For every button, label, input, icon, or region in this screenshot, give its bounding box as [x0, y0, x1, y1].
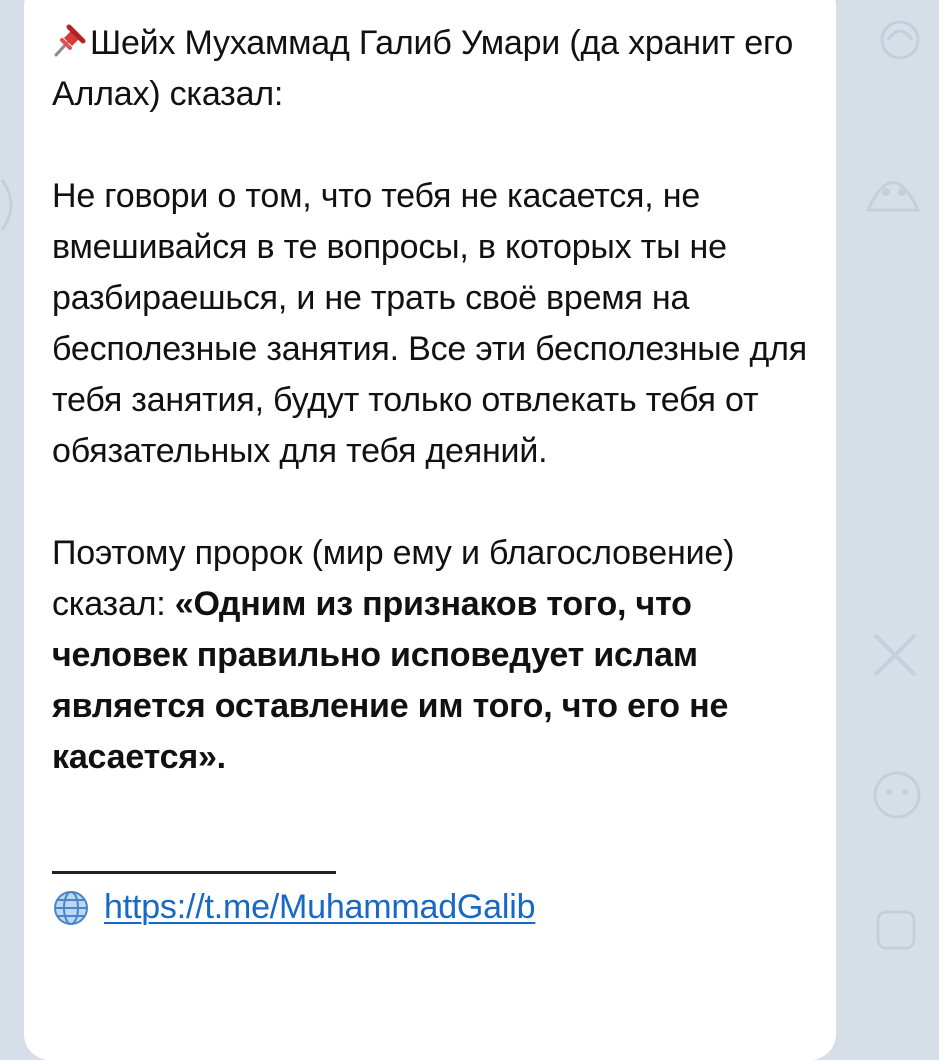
message-text [52, 18, 808, 933]
telegram-channel-link[interactable]: https://t.me/MuhammadGalib [104, 888, 536, 926]
doodle-pattern [866, 900, 926, 960]
message-paragraph-2 [52, 528, 808, 783]
link-row [52, 882, 808, 933]
message-bubble [24, 0, 836, 1060]
doodle-pattern [860, 620, 930, 690]
doodle-pattern [870, 10, 930, 70]
doodle-pattern [0, 170, 22, 240]
doodle-pattern [858, 150, 928, 230]
globe-icon [52, 889, 90, 927]
doodle-pattern [862, 760, 932, 830]
separator-line [52, 834, 808, 874]
message-title-line [52, 18, 808, 120]
message-title: Шейх Мухаммад Галиб Умари (да хранит его Аллах) сказал: [52, 24, 794, 113]
separator-rule [52, 871, 336, 874]
message-paragraph-2-intro: Поэтому пророк (мир ему и благословение) сказал: [52, 534, 735, 623]
hadith-quote: «Одним из признаков того, что человек правильно исповедует ислам является оставление им того, что его не касается». [52, 585, 729, 776]
pushpin-icon [52, 24, 86, 58]
message-paragraph-1: Не говори о том, что тебя не касается, не вмешивайся в те вопросы, в которых ты не разбираешься, и не трать своё время на бесполезные занятия. Все эти бесполезные для тебя занятия, будут только отвлекать тебя от обязательных для тебя деяний. [52, 177, 807, 470]
